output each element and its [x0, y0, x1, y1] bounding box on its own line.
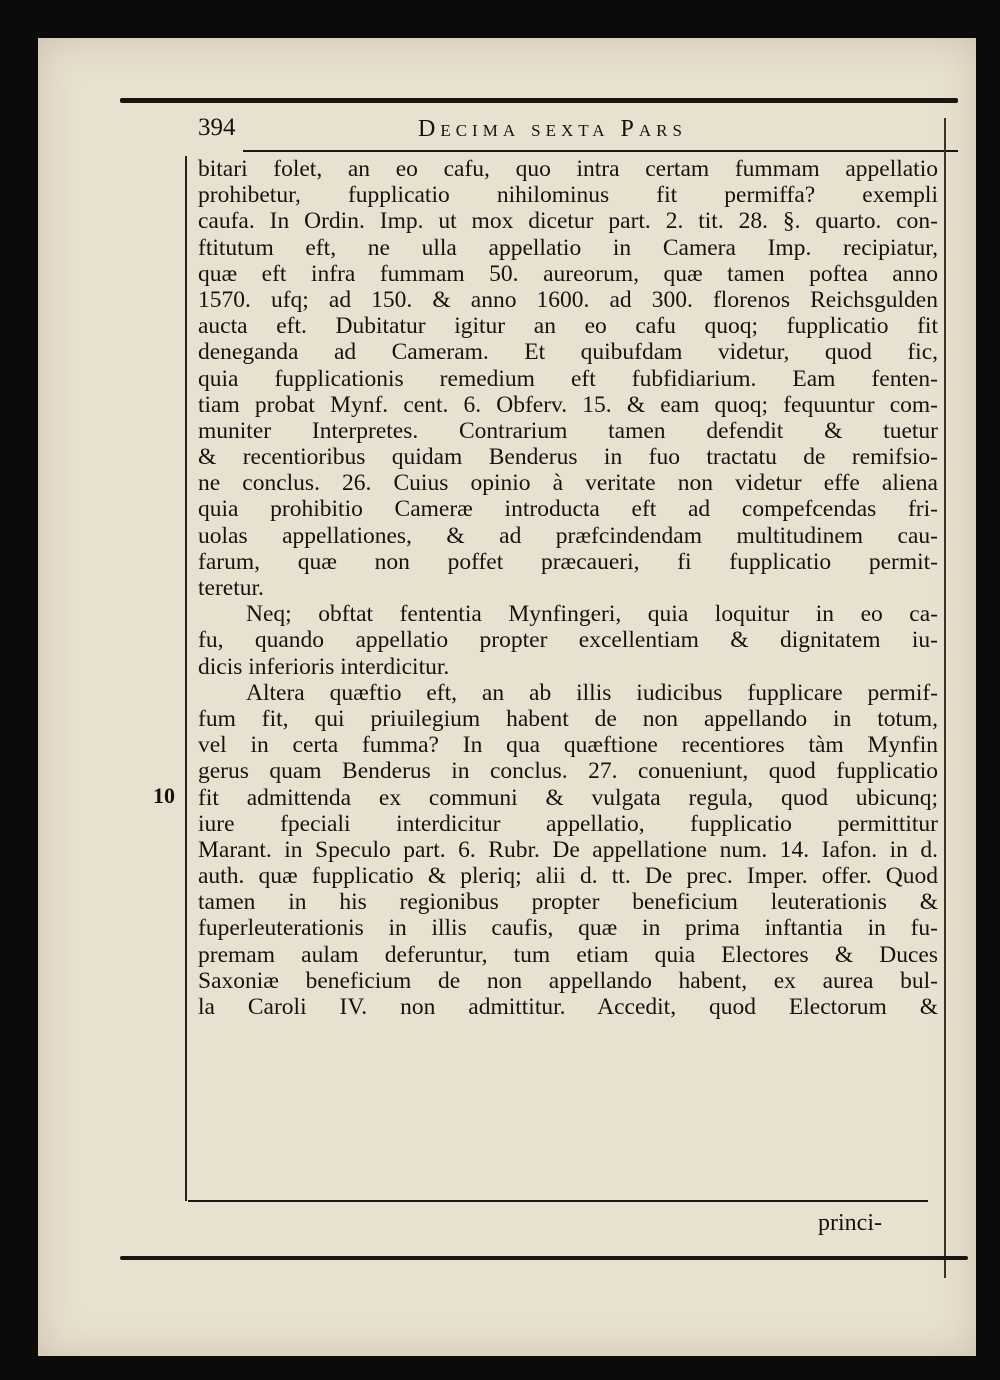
catchword: princi- — [818, 1210, 882, 1236]
text-line: quia fupplicationis remedium eft fubfidiarium. Eam fenten- — [198, 365, 938, 392]
text-line: fuperleuterationis in illis caufis, quæ in prima inftantia in fu- — [198, 915, 938, 942]
text-line: tiam probat Mynf. cent. 6. Obferv. 15. & eam quoq; fequuntur com- — [198, 391, 938, 418]
text-line: la Caroli IV. non admittitur. Accedit, quod Electorum & — [198, 994, 938, 1020]
text-line: iure fpeciali interdicitur appellatio, fupplicatio permittitur — [198, 810, 938, 837]
text-line: aucta eft. Dubitatur igitur an eo cafu quoq; fupplicatio fit — [198, 313, 938, 340]
text-line: quia prohibitio Cameræ introducta eft ad compefcendas fri- — [198, 496, 938, 523]
text-line: Neq; obftat fententia Mynfingeri, quia loquitur in eo ca- — [246, 601, 938, 628]
text-line: gerus quam Benderus in conclus. 27. conueniunt, quod fupplicatio — [198, 758, 938, 785]
page-header — [198, 110, 958, 150]
top-rule — [120, 98, 958, 103]
text-line: farum, quæ non poffet præcaueri, fi fupplicatio permit- — [198, 548, 938, 575]
text-line: fit admittenda ex communi & vulgata regula, quod ubicunq; — [198, 784, 938, 811]
text-line: tamen in his regionibus propter beneficium leuterationis & — [198, 889, 938, 916]
text-line: dicis inferioris interdicitur. — [198, 653, 450, 680]
text-line: auth. quæ fupplicatio & pleriq; alii d. tt. De prec. Imper. offer. Quod — [198, 863, 938, 890]
text-line: quæ eft infra fummam 50. aureorum, quæ tamen poftea anno — [198, 260, 938, 287]
footer-rule — [188, 1200, 928, 1202]
right-margin-line — [944, 118, 946, 1278]
page-number: 394 — [198, 114, 236, 141]
text-line: fu, quando appellatio propter excellentiam & dignitatem iu- — [198, 627, 938, 654]
text-line: premam aulam deferuntur, tum etiam quia Electores & Duces — [198, 941, 938, 968]
margin-note: 10 — [153, 783, 175, 808]
text-line: fum fit, qui priuilegium habent de non appellando in totum, — [198, 705, 938, 732]
text-line: deneganda ad Cameram. Et quibufdam videtur, quod fic, — [198, 339, 938, 366]
running-head: Decima sexta Pars — [418, 116, 687, 142]
text-line: ftitutum eft, ne ulla appellatio in Camera Imp. recipiatur, — [198, 234, 938, 261]
text-line: caufa. In Ordin. Imp. ut mox dicetur part. 2. tit. 28. §. quarto. con- — [198, 208, 938, 235]
text-line: bitari folet, an eo cafu, quo intra certam fummam appellatio — [198, 156, 938, 182]
book-page — [38, 38, 976, 1356]
text-line: teretur. — [198, 575, 264, 601]
text-line: muniter Interpretes. Contrarium tamen defendit & tuetur — [198, 417, 938, 444]
header-rule — [243, 150, 958, 152]
text-line: 1570. ufq; ad 150. & anno 1600. ad 300. florenos Reichsgulden — [198, 286, 938, 313]
text-line: Marant. in Speculo part. 6. Rubr. De appellatione num. 14. Iafon. in d. — [198, 836, 938, 863]
text-line: uolas appellationes, & ad præfcindendam multitudinem cau- — [198, 522, 938, 549]
text-line: ne conclus. 26. Cuius opinio à veritate non videtur effe aliena — [198, 470, 938, 497]
left-margin-line — [185, 156, 187, 1201]
text-line: Saxoniæ beneficium de non appellando habent, ex aurea bul- — [198, 967, 938, 994]
text-line: prohibetur, fupplicatio nihilominus fit permiffa? exempli — [198, 182, 938, 209]
body-text — [198, 156, 938, 1020]
bottom-rule — [120, 1256, 968, 1260]
text-line: vel in certa fumma? In qua quæftione recentiores tàm Mynfin — [198, 732, 938, 759]
text-line: Altera quæftio eft, an ab illis iudicibus fupplicare permif- — [246, 679, 938, 706]
text-line: & recentioribus quidam Benderus in fuo tractatu de remifsio- — [198, 444, 938, 471]
